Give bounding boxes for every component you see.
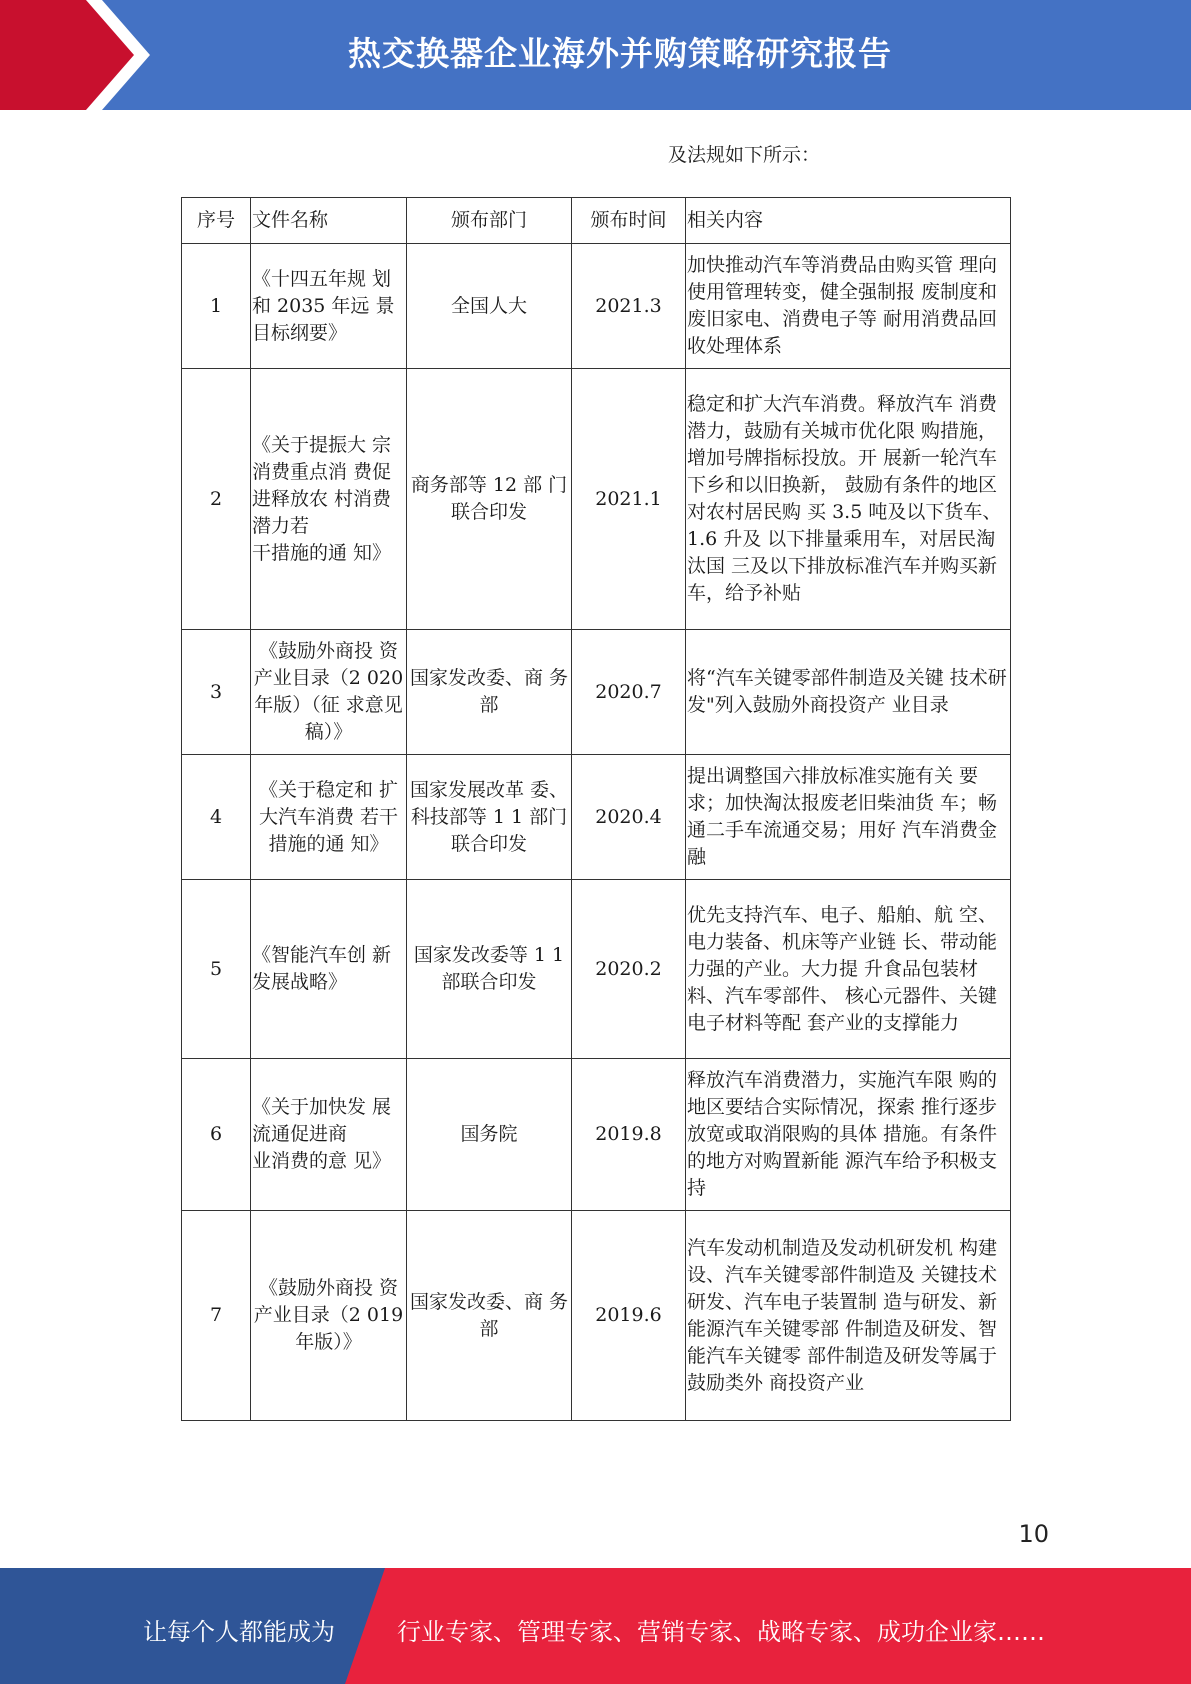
- row-number: 3: [182, 630, 251, 755]
- issuing-department: 国家发改委等 1 1 部联合印发: [407, 880, 572, 1059]
- column-header-content: 相关内容: [686, 198, 1011, 244]
- header-chevron-icon: [0, 0, 200, 110]
- column-header-dept: 颁布部门: [407, 198, 572, 244]
- related-content: 提出调整国六排放标准实施有关 要求；加快淘汰报废老旧柴油货 车；畅通二手车流通交易；用好 汽车消费金融: [686, 755, 1011, 880]
- row-number: 4: [182, 755, 251, 880]
- issuing-department: 国家发改委、商 务部: [407, 630, 572, 755]
- related-content: 稳定和扩大汽车消费。释放汽车 消费潜力，鼓励有关城市优化限 购措施，增加号牌指标投放。开 展新一轮汽车下乡和以旧换新， 鼓励有条件的地区对农村居民购 买 3.5 吨及以下货车、1.6 升及 以下排量乘用车，对居民淘汰国 三及以下排放标准汽车并购买新 车，给予补贴: [686, 369, 1011, 630]
- document-name: 《智能汽车创 新发展战略》: [251, 880, 407, 1059]
- document-name: 《关于稳定和 扩大汽车消费 若干措施的通 知》: [251, 755, 407, 880]
- column-header-time: 颁布时间: [572, 198, 686, 244]
- row-number: 5: [182, 880, 251, 1059]
- policy-table: [181, 197, 1011, 1421]
- document-name: 《鼓励外商投 资产业目录（2 020 年版）（征 求意见稿）》: [251, 630, 407, 755]
- issue-date: 2020.2: [572, 880, 686, 1059]
- footer-slogan-left: 让每个人都能成为: [143, 1618, 335, 1646]
- document-name: 《关于提振大 宗消费重点消 费促进释放农 村消费潜力若 干措施的通 知》: [251, 369, 407, 630]
- issue-date: 2021.3: [572, 244, 686, 369]
- related-content: 释放汽车消费潜力，实施汽车限 购的地区要结合实际情况，探索 推行逐步放宽或取消限购的具体 措施。有条件的地方对购置新能 源汽车给予积极支持: [686, 1059, 1011, 1211]
- page-header: [0, 0, 1191, 110]
- row-number: 1: [182, 244, 251, 369]
- issue-date: 2019.8: [572, 1059, 686, 1211]
- issue-date: 2019.6: [572, 1211, 686, 1421]
- table-row: [182, 369, 1011, 630]
- table-row: [182, 244, 1011, 369]
- column-header-no: 序号: [182, 198, 251, 244]
- issue-date: 2020.7: [572, 630, 686, 755]
- issue-date: 2020.4: [572, 755, 686, 880]
- document-name: 《鼓励外商投 资产业目录（2 019 年版）》: [251, 1211, 407, 1421]
- related-content: 加快推动汽车等消费品由购买管 理向使用管理转变，健全强制报 废制度和废旧家电、消费电子等 耐用消费品回收处理体系: [686, 244, 1011, 369]
- issuing-department: 全国人大: [407, 244, 572, 369]
- column-header-name: 文件名称: [251, 198, 407, 244]
- row-number: 7: [182, 1211, 251, 1421]
- row-number: 2: [182, 369, 251, 630]
- table-row: [182, 630, 1011, 755]
- table-row: [182, 1059, 1011, 1211]
- related-content: 优先支持汽车、电子、船舶、航 空、电力装备、机床等产业链 长、带动能力强的产业。大力提 升食品包装材料、汽车零部件、 核心元器件、关键电子材料等配 套产业的支撑能力: [686, 880, 1011, 1059]
- issuing-department: 商务部等 12 部 门联合印发: [407, 369, 572, 630]
- issuing-department: 国务院: [407, 1059, 572, 1211]
- footer-slogan-right: 行业专家、管理专家、营销专家、战略专家、成功企业家……: [397, 1618, 1045, 1646]
- related-content: 将“汽车关键零部件制造及关键 技术研发"列入鼓励外商投资产 业目录: [686, 630, 1011, 755]
- issuing-department: 国家发改委、商 务部: [407, 1211, 572, 1421]
- page-number: 10: [1018, 1520, 1049, 1548]
- table-row: [182, 880, 1011, 1059]
- related-content: 汽车发动机制造及发动机研发机 构建设、汽车关键零部件制造及 关键技术研发、汽车电子装置制 造与研发、新能源汽车关键零部 件制造及研发、智能汽车关键零 部件制造及研发等属于鼓励类外 商投资产业: [686, 1211, 1011, 1421]
- document-name: 《十四五年规 划和 2035 年远 景目标纲要》: [251, 244, 407, 369]
- table-header-row: [182, 198, 1011, 244]
- issuing-department: 国家发展改革 委、科技部等 1 1 部门联合印发: [407, 755, 572, 880]
- issue-date: 2021.1: [572, 369, 686, 630]
- row-number: 6: [182, 1059, 251, 1211]
- document-name: 《关于加快发 展流通促进商 业消费的意 见》: [251, 1059, 407, 1211]
- intro-text: 及法规如下所示：: [668, 144, 821, 166]
- page-footer: [0, 1568, 1191, 1684]
- table-row: [182, 1211, 1011, 1421]
- table-row: [182, 755, 1011, 880]
- report-title: 热交换器企业海外并购策略研究报告: [348, 34, 892, 73]
